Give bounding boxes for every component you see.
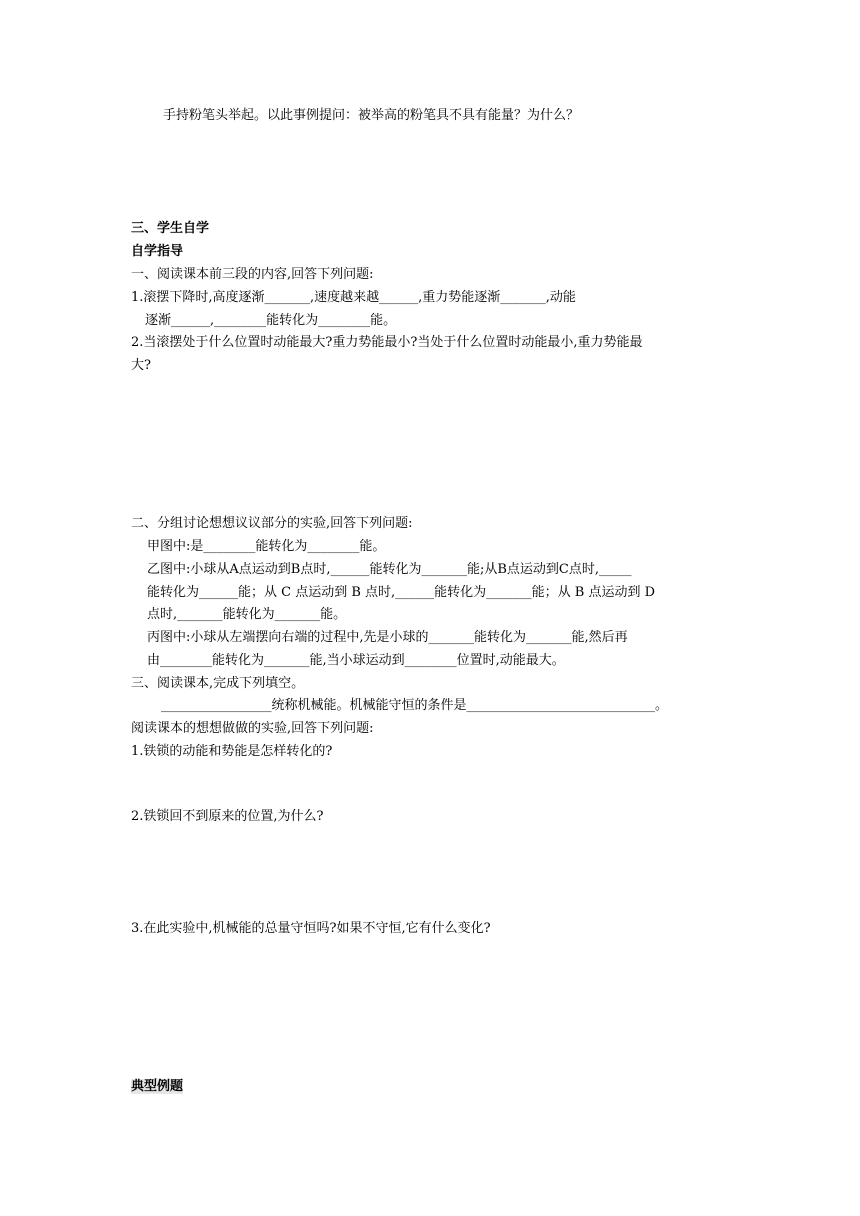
examples-heading	[131, 1078, 183, 1096]
part3-fill: _________________统称机械能。机械能守恒的条件是_____________________________。	[161, 698, 669, 713]
part2-jia: 甲图中:是________能转化为________能。	[147, 539, 386, 554]
part2-yi-line2: 能转化为______能；从 C 点运动到 B 点时,______能转化为_______能；从 B 点运动到 D	[147, 585, 656, 600]
part1-q1-line1: 1.滚摆下降时,高度逐渐_______,速度越来越______,重力势能逐渐_______,动能	[131, 290, 576, 305]
part1-q1-line2: 逐渐______,________能转化为________能。	[145, 313, 397, 328]
part3-q1: 1.铁锁的动能和势能是怎样转化的?	[131, 744, 333, 759]
part2-title: 二、分组讨论想想议议部分的实验,回答下列问题:	[131, 516, 413, 531]
section-heading-self-study: 三、学生自学	[131, 221, 210, 236]
part2-bing-line1: 丙图中:小球从左端摆向右端的过程中,先是小球的_______能转化为_______能,然后再	[147, 630, 628, 645]
part2-bing-line2: 由________能转化为_______能,当小球运动到________位置时,动能最大。	[147, 653, 565, 668]
part1-q2-line2: 大?	[131, 358, 151, 373]
part1-q2-line1: 2.当滚摆处于什么位置时动能最大?重力势能最小?当处于什么位置时动能最小,重力势能最	[131, 335, 643, 350]
part3-lead: 阅读课本的想想做做的实验,回答下列问题:	[131, 721, 374, 736]
part2-yi-line3: 点时,_______能转化为_______能。	[147, 607, 347, 622]
intro-text: 手持粉笔头举起。以此事例提问：被举高的粉笔具不具有能量？为什么？	[163, 108, 580, 123]
examples-heading-text: 典型例题	[131, 1079, 184, 1094]
part3-q2: 2.铁锁回不到原来的位置,为什么?	[131, 809, 324, 824]
part2-yi-line1: 乙图中:小球从A点运动到B点时,______能转化为_______能;从B点运动到C点时,_____	[147, 562, 632, 577]
subheading-study-guide: 自学指导	[131, 244, 184, 259]
part3-q3: 3.在此实验中,机械能的总量守恒吗?如果不守恒,它有什么变化?	[131, 921, 491, 936]
part1-title: 一、阅读课本前三段的内容,回答下列问题:	[131, 267, 374, 282]
part3-title: 三、阅读课本,完成下列填空。	[131, 676, 305, 691]
